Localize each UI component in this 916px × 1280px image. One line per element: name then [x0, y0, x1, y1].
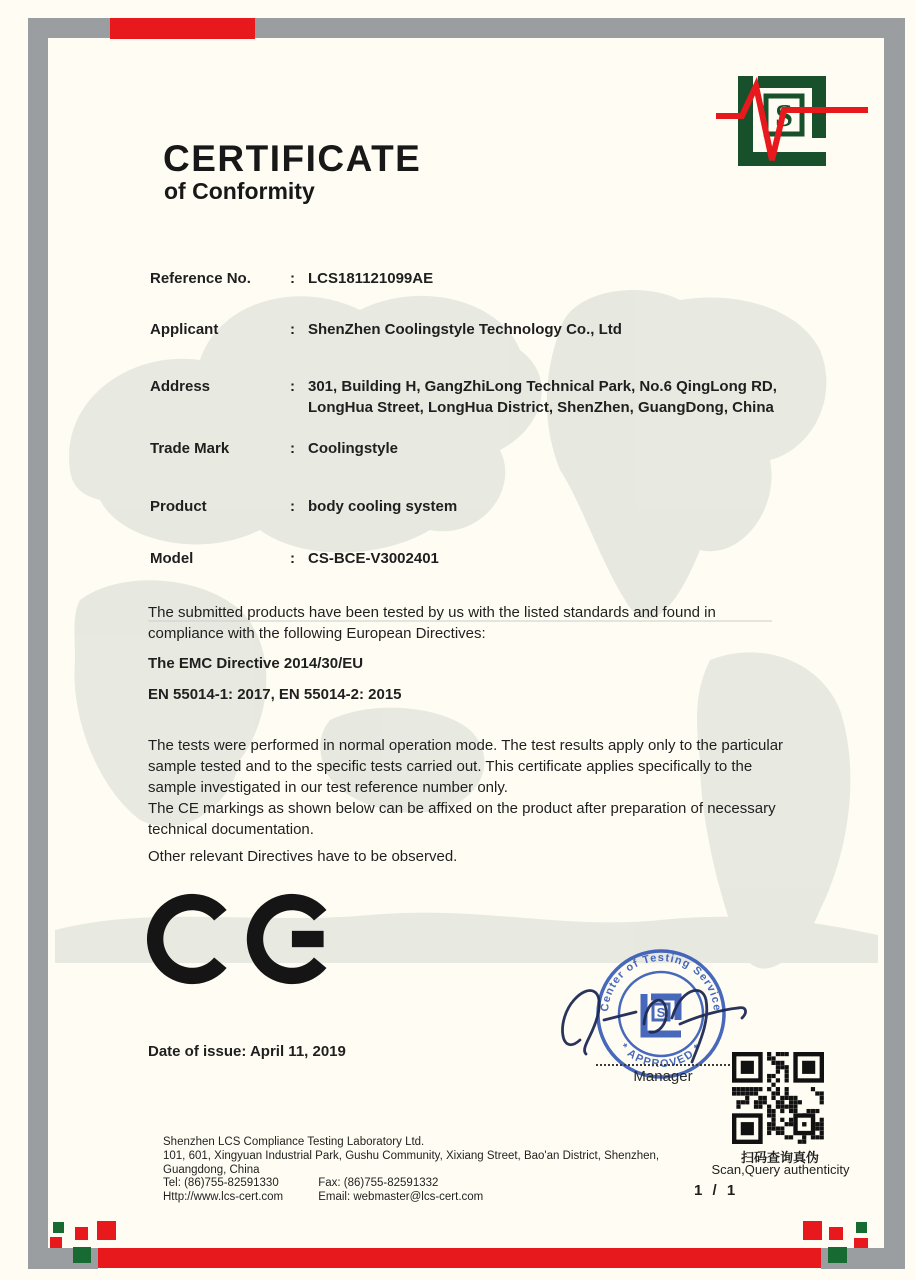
field-colon: :	[290, 498, 295, 515]
qr-caption-english: Scan,Query authenticity	[711, 1162, 850, 1177]
corner-square	[803, 1221, 822, 1240]
stamp-top-text: Center of Testing Service	[598, 951, 724, 1013]
signer-title: Manager	[633, 1068, 693, 1085]
corner-square	[828, 1247, 847, 1263]
footer-tel: Tel: (86)755-82591330	[163, 1177, 279, 1190]
field-colon: :	[290, 378, 295, 395]
corner-square	[73, 1247, 91, 1263]
field-colon: :	[290, 321, 295, 338]
field-colon: :	[290, 270, 295, 287]
field-label: Trade Mark	[150, 440, 230, 457]
ce-marking-paragraph: The CE markings as shown below can be affixed on the product after preparation of necessary technical documentation.	[148, 800, 776, 838]
footer-address-line1: 101, 601, Xingyuan Industrial Park, Gushu Community, Xixiang Street, Bao'an District, Shenzhen,	[163, 1149, 660, 1162]
corner-square	[50, 1237, 62, 1248]
standards-line: EN 55014-1: 2017, EN 55014-2: 2015	[148, 686, 402, 703]
svg-text:S: S	[775, 97, 793, 133]
field-label: Reference No.	[150, 270, 251, 287]
test-conditions-paragraph: The tests were performed in normal operation mode. The test results apply only to the particular sample tested and to the specific tests carried out. This certificate applies specifically to the sample investigated in our test reference number only.	[148, 737, 784, 796]
qr-caption-chinese: 扫码查询真伪	[740, 1150, 819, 1165]
border-bottom-red	[98, 1248, 821, 1268]
field-label: Address	[150, 378, 211, 395]
footer-fax: Fax: (86)755-82591332	[318, 1177, 439, 1190]
field-applicant	[150, 319, 786, 340]
field-value: Coolingstyle	[308, 440, 399, 457]
directive-line: The EMC Directive 2014/30/EU	[148, 655, 364, 672]
field-value: CS-BCE-V3002401	[308, 550, 439, 567]
field-label: Applicant	[150, 321, 219, 338]
footer-email: Email: webmaster@lcs-cert.com	[318, 1191, 484, 1204]
corner-square	[854, 1238, 868, 1248]
field-model	[150, 548, 786, 569]
footer-address-line2: Guangdong, China	[163, 1163, 260, 1176]
field-address	[150, 376, 786, 418]
footer-company: Shenzhen LCS Compliance Testing Laboratory Ltd.	[163, 1136, 425, 1148]
border-right	[884, 18, 905, 1268]
field-label: Model	[150, 550, 194, 567]
corner-square	[856, 1222, 867, 1233]
signature-dotted-line	[596, 1050, 730, 1066]
lcs-logo-icon	[716, 74, 868, 170]
field-colon: :	[290, 550, 295, 567]
ce-mark-icon	[146, 886, 338, 992]
corner-square	[75, 1227, 88, 1240]
field-value: body cooling system	[308, 498, 458, 515]
border-left	[28, 18, 48, 1268]
field-colon: :	[290, 440, 295, 457]
field-value: LCS181121099AE	[308, 270, 434, 287]
footer-web: Http://www.lcs-cert.com	[163, 1191, 284, 1204]
field-trade-mark	[150, 438, 786, 459]
corner-square	[53, 1222, 64, 1233]
field-label: Product	[150, 498, 207, 515]
field-product	[150, 496, 786, 517]
stamp-center-letter: S	[656, 1005, 666, 1020]
corner-square	[829, 1227, 843, 1240]
field-reference-no	[150, 268, 786, 289]
qr-code	[732, 1052, 824, 1144]
field-value: ShenZhen Coolingstyle Technology Co., Ltd	[308, 321, 622, 338]
page-number: 1 / 1	[694, 1182, 739, 1199]
footer-block	[163, 1136, 659, 1205]
date-of-issue: Date of issue: April 11, 2019	[148, 1043, 346, 1060]
border-top-red-segment	[110, 18, 255, 39]
corner-square	[97, 1221, 116, 1240]
field-value: 301, Building H, GangZhiLong Technical Park, No.6 QingLong RD, LongHua Street, LongHua District, ShenZhen, GuangDong, China	[308, 378, 777, 416]
certificate-title: CERTIFICATE	[163, 138, 422, 179]
certificate-subtitle: of Conformity	[164, 178, 315, 204]
stamp-bottom-text: * APPROVED *	[617, 1041, 705, 1071]
intro-paragraph: The submitted products have been tested by us with the listed standards and found in compliance with the following European Directives:	[148, 604, 716, 642]
other-directives-paragraph: Other relevant Directives have to be observed.	[148, 848, 458, 865]
